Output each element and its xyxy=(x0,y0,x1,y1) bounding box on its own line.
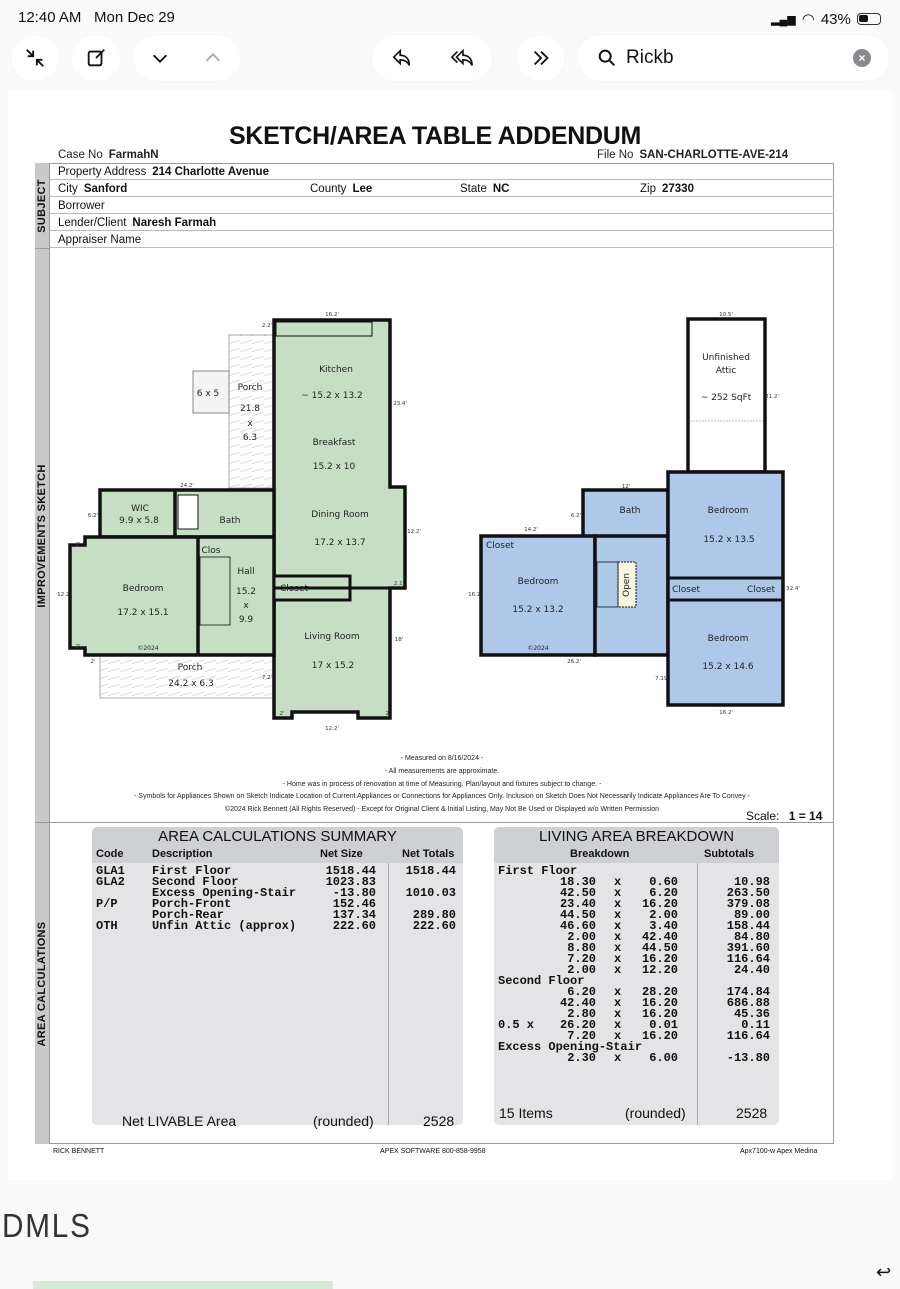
svg-text:17 x 15.2: 17 x 15.2 xyxy=(311,661,355,671)
sketch-notes: - Measured on 8/16/2024 - - All measurements are approximate. - Home was in process of renovation at time of Measuring. Plan/layout and fixtures subject to change. - - Symbols for Appliances Shown on Sketch Indicate Location of Current Appliances or Connections for Appliances Only. Inclusion on Sketch Does Not Necessarily Indicate Appliances Are To Convey - ©2024 Rick Bennett (All Rights Reserved) - Except for Original Client & Initial Listing, May Not Be Used or Displayed w/o Written Permission xyxy=(134,755,750,814)
net-livable-area: 2528 xyxy=(423,1113,455,1129)
net-size: 152.46 xyxy=(332,897,376,911)
svg-text:7.19': 7.19' xyxy=(655,676,669,682)
subtotal: -13.80 xyxy=(726,1051,770,1065)
section-area: AREA CALCULATIONS xyxy=(35,822,50,1144)
row-city: City Sanford County Lee State NC Zip 27330 xyxy=(50,180,834,197)
times-sign: x xyxy=(614,941,622,955)
svg-text:6.2': 6.2' xyxy=(87,513,99,519)
times-sign: x xyxy=(614,1007,622,1021)
subtotal: 263.50 xyxy=(726,886,770,900)
svg-text:Closet: Closet xyxy=(279,584,309,594)
svg-text:©2024: ©2024 xyxy=(137,645,159,652)
svg-text:12': 12' xyxy=(621,484,631,490)
svg-text:Closet: Closet xyxy=(746,585,776,595)
net-size: 222.60 xyxy=(332,919,376,933)
wifi-icon: ◠ xyxy=(801,11,815,28)
times-sign: x xyxy=(614,919,622,933)
description: Porch-Rear xyxy=(152,908,225,922)
width: 16.20 xyxy=(641,1007,678,1021)
svg-text:12.2': 12.2' xyxy=(407,529,421,535)
svg-text:21.8: 21.8 xyxy=(239,404,261,414)
svg-text:18': 18' xyxy=(394,637,404,643)
svg-text:16.2': 16.2' xyxy=(719,710,733,716)
label-bedroom-3: Bedroom xyxy=(517,577,559,587)
length: 7.20 xyxy=(567,1029,596,1043)
width: 0.01 xyxy=(649,1018,678,1032)
case-no: Case No FarmahN xyxy=(58,149,159,161)
row-appraiser: Appraiser Name xyxy=(50,231,834,248)
width: 6.00 xyxy=(649,1051,678,1065)
subtotal: 24.40 xyxy=(733,963,770,977)
width: 0.60 xyxy=(649,875,678,889)
label-bedroom: Bedroom xyxy=(122,584,164,594)
width: 16.20 xyxy=(641,952,678,966)
svg-text:32.4': 32.4' xyxy=(786,586,800,592)
subtotal: 45.36 xyxy=(733,1007,770,1021)
times-sign: x xyxy=(614,875,622,889)
width: 16.20 xyxy=(641,897,678,911)
times-sign: x xyxy=(614,1051,622,1065)
svg-text:15.2 x 13.5: 15.2 x 13.5 xyxy=(703,535,755,545)
label-porch: Porch xyxy=(237,383,263,393)
net-total: 1518.44 xyxy=(405,864,456,878)
length: 6.20 xyxy=(567,985,596,999)
row-borrower: Borrower xyxy=(50,197,834,214)
footer-center: APEX SOFTWARE 800-858-9958 xyxy=(380,1148,486,1155)
length: 46.60 xyxy=(559,919,596,933)
label-bedroom-2: Bedroom xyxy=(707,506,749,516)
footer-left: RICK BENNETT xyxy=(53,1148,105,1155)
living-area-table: LIVING AREA BREAKDOWN Breakdown Subtotals First Floor 18.30 x 0.60 10.98 42.50 x 6.20 263.50 23.40 x 16.20 379.08 44.50 x 2.00 89.00 46.60 x 3.40 158.44 2.00 x 42.40 84.80 8.80 x 44.50 391.60 7.20 x 16.20 116.64 2.00 x 12.20 24.40 Second Floor 6.20 x 28.20 174.84 42.40 x 16.20 686.88 2.80 x 16.20 45.36 0.5 x 26.20 x 0.01 0.11 7.20 x 16.20 116.64 Excess Opening-Stair 2.30 x 6.00 -13.80 15 Items (rounded) 2528 xyxy=(494,827,779,1125)
label-kitchen: Kitchen xyxy=(319,365,353,375)
svg-text:9.9 x 5.8: 9.9 x 5.8 xyxy=(119,516,159,526)
times-sign: x xyxy=(614,985,622,999)
svg-text:2': 2' xyxy=(279,711,285,717)
code: P/P xyxy=(96,897,118,911)
label-bath-2: Bath xyxy=(619,506,641,516)
description: Excess Opening-Stair xyxy=(152,886,297,900)
svg-text:23.4': 23.4' xyxy=(393,401,407,407)
factor: 0.5 x xyxy=(498,1018,535,1032)
svg-text:2': 2' xyxy=(385,711,391,717)
svg-text:12.2': 12.2' xyxy=(57,592,71,598)
subtotal: 391.60 xyxy=(726,941,770,955)
svg-text:16.2': 16.2' xyxy=(325,312,339,318)
svg-text:2': 2' xyxy=(75,542,81,548)
label-wic: WIC xyxy=(131,504,149,514)
subtotal: 379.08 xyxy=(726,897,770,911)
status-time: 12:40 AM xyxy=(18,9,82,26)
svg-text:2.1': 2.1' xyxy=(393,581,405,587)
svg-text:2': 2' xyxy=(75,644,81,650)
label-dining: Dining Room xyxy=(311,510,369,520)
search-input[interactable]: Rickb xyxy=(626,47,674,68)
label-breakfast: Breakfast xyxy=(312,438,356,448)
scroll-handle-icon[interactable]: ↩ xyxy=(876,1262,892,1282)
subtotal: 174.84 xyxy=(726,985,770,999)
width: 2.00 xyxy=(649,908,678,922)
svg-text:6.2': 6.2' xyxy=(570,513,582,519)
label-hall: Hall xyxy=(237,567,255,577)
svg-text:16.2': 16.2' xyxy=(468,592,482,598)
svg-text:6 x 5: 6 x 5 xyxy=(196,389,220,399)
times-sign: x xyxy=(614,886,622,900)
times-sign: x xyxy=(614,1029,622,1043)
svg-text:6.3: 6.3 xyxy=(242,433,258,443)
times-sign: x xyxy=(614,996,622,1010)
row-lender: Lender/Client Naresh Farmah xyxy=(50,214,834,231)
net-size: 1518.44 xyxy=(325,864,376,878)
times-sign: x xyxy=(614,952,622,966)
page-title: SKETCH/AREA TABLE ADDENDUM xyxy=(228,122,642,150)
subtotal: 116.64 xyxy=(726,952,770,966)
svg-text:17.2 x 15.1: 17.2 x 15.1 xyxy=(117,608,169,618)
svg-text:Attic: Attic xyxy=(715,366,737,376)
svg-text:2': 2' xyxy=(90,659,96,665)
svg-text:2.2': 2.2' xyxy=(261,323,273,329)
group-label: Second Floor xyxy=(498,974,585,988)
svg-text:15.2: 15.2 xyxy=(235,587,257,597)
file-no: File No SAN-CHARLOTTE-AVE-214 xyxy=(597,149,789,161)
area-summary-table: AREA CALCULATIONS SUMMARY Code Description Net Size Net Totals GLA1 First Floor 1518.44 1518.44 GLA2 Second Floor 1023.83 Excess Opening-Stair -13.80 1010.03 P/P Porch-Front 152.46 Porch-Rear 137.34 289.80 OTH Unfin Attic (approx) 222.60 222.60 Net LIVABLE Area (rounded) 2528 xyxy=(92,827,463,1125)
net-total: 222.60 xyxy=(412,919,456,933)
svg-text:~ 252 SqFt: ~ 252 SqFt xyxy=(700,393,752,403)
svg-text:Closet: Closet xyxy=(671,585,701,595)
description: Second Floor xyxy=(152,875,239,889)
dmls-watermark: DMLS xyxy=(2,1207,92,1244)
length: 42.40 xyxy=(559,996,596,1010)
width: 16.20 xyxy=(641,1029,678,1043)
battery-percent: 43% xyxy=(820,10,851,28)
times-sign: x xyxy=(614,908,622,922)
svg-text:~ 15.2 x 13.2: ~ 15.2 x 13.2 xyxy=(301,391,363,401)
subtotal: 89.00 xyxy=(733,908,770,922)
svg-text:26.2': 26.2' xyxy=(567,659,581,665)
net-size: -13.80 xyxy=(332,886,376,900)
row-address: Property Address 214 Charlotte Avenue xyxy=(50,163,834,180)
code: GLA1 xyxy=(96,864,125,878)
svg-text:15.2 x 14.6: 15.2 x 14.6 xyxy=(702,662,754,672)
times-sign: x xyxy=(614,963,622,977)
svg-text:24.2': 24.2' xyxy=(180,483,194,489)
subtotal: 158.44 xyxy=(726,919,770,933)
times-sign: x xyxy=(614,897,622,911)
length: 8.80 xyxy=(567,941,596,955)
length: 2.00 xyxy=(567,930,596,944)
length: 23.40 xyxy=(559,897,596,911)
width: 44.50 xyxy=(641,941,678,955)
length: 26.20 xyxy=(559,1018,596,1032)
code: GLA2 xyxy=(96,875,125,889)
label-bedroom-4: Bedroom xyxy=(707,634,749,644)
svg-text:©2024: ©2024 xyxy=(527,645,549,652)
svg-text:17.2 x 13.7: 17.2 x 13.7 xyxy=(314,538,366,548)
status-date: Mon Dec 29 xyxy=(94,9,175,26)
width: 16.20 xyxy=(641,996,678,1010)
section-subject: SUBJECT xyxy=(35,163,50,248)
width: 42.40 xyxy=(641,930,678,944)
section-sketch: IMPROVEMENTS SKETCH xyxy=(35,248,50,822)
svg-text:12.2': 12.2' xyxy=(325,726,339,732)
length: 18.30 xyxy=(559,875,596,889)
clear-search-icon[interactable]: × xyxy=(853,49,871,67)
footer-right: Apx7100-w Apex Medina xyxy=(740,1148,818,1155)
svg-text:7.2': 7.2' xyxy=(261,675,273,681)
subtotal: 84.80 xyxy=(733,930,770,944)
description: Unfin Attic (approx) xyxy=(152,919,297,933)
area-summary-title: AREA CALCULATIONS SUMMARY xyxy=(158,828,397,845)
subtotal: 10.98 xyxy=(733,875,770,889)
svg-text:Open: Open xyxy=(622,572,632,598)
label-attic: Unfinished xyxy=(702,353,750,363)
label-porch-front: Porch xyxy=(177,663,203,673)
length: 7.20 xyxy=(567,952,596,966)
width: 28.20 xyxy=(641,985,678,999)
svg-text:15.2 x 13.2: 15.2 x 13.2 xyxy=(512,605,564,615)
group-label: Excess Opening-Stair xyxy=(498,1040,643,1054)
label-living: Living Room xyxy=(304,632,360,642)
length: 42.50 xyxy=(559,886,596,900)
length: 2.30 xyxy=(567,1051,596,1065)
svg-text:10.5': 10.5' xyxy=(719,312,733,318)
net-total: 1010.03 xyxy=(405,886,456,900)
porch-front xyxy=(100,655,274,698)
description: Porch-Front xyxy=(152,897,232,911)
times-sign: x xyxy=(614,1018,622,1032)
svg-text:x: x xyxy=(243,601,249,611)
code: OTH xyxy=(96,919,118,933)
svg-text:x: x xyxy=(247,419,253,429)
signal-icon: ▂▄▆ xyxy=(771,13,796,26)
length: 44.50 xyxy=(559,908,596,922)
svg-text:21.2': 21.2' xyxy=(765,394,779,400)
listing-bar xyxy=(33,1281,333,1289)
svg-text:Clos: Clos xyxy=(201,546,221,556)
net-size: 137.34 xyxy=(332,908,376,922)
scale: Scale: 1 = 14 xyxy=(746,809,823,823)
length: 2.00 xyxy=(567,963,596,977)
net-total: 289.80 xyxy=(412,908,456,922)
svg-text:15.2 x 10: 15.2 x 10 xyxy=(312,462,356,472)
svg-text:14.2': 14.2' xyxy=(524,527,538,533)
width: 6.20 xyxy=(649,886,678,900)
description: First Floor xyxy=(152,864,232,878)
length: 2.80 xyxy=(567,1007,596,1021)
subtotal: 116.64 xyxy=(726,1029,770,1043)
label-bath: Bath xyxy=(219,516,241,526)
width: 12.20 xyxy=(641,963,678,977)
svg-text:9.9: 9.9 xyxy=(238,615,254,625)
svg-text:Closet: Closet xyxy=(485,541,515,551)
net-size: 1023.83 xyxy=(325,875,376,889)
times-sign: x xyxy=(614,930,622,944)
subtotal: 686.88 xyxy=(726,996,770,1010)
svg-text:24.2 x 6.3: 24.2 x 6.3 xyxy=(168,679,214,689)
group-label: First Floor xyxy=(498,864,578,878)
subtotal: 0.11 xyxy=(741,1018,770,1032)
width: 3.40 xyxy=(649,919,678,933)
